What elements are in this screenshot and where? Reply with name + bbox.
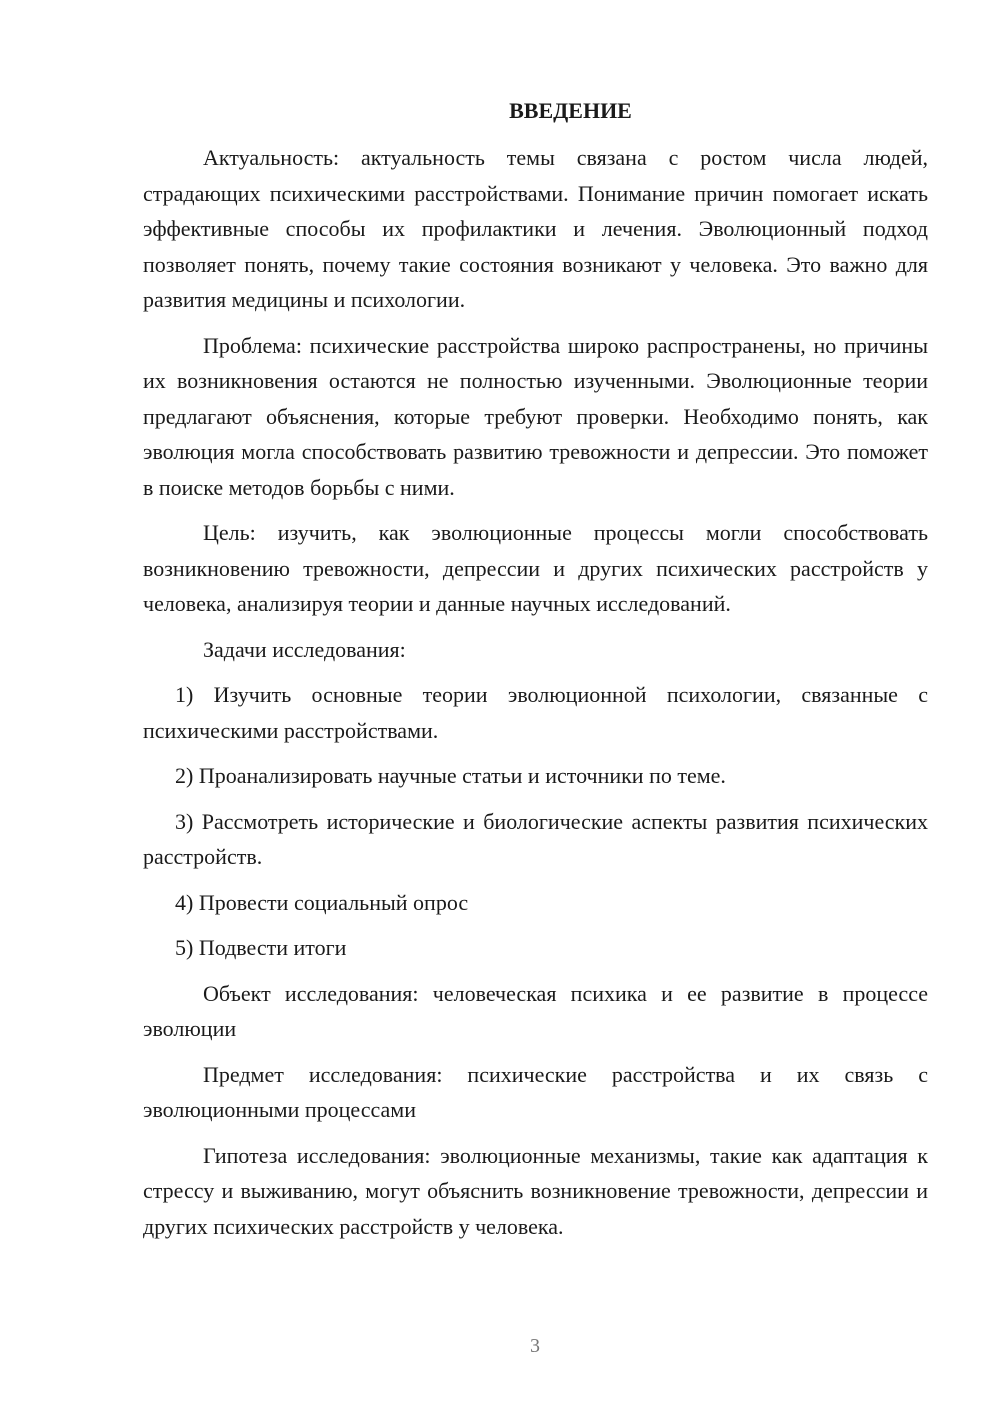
task-item: 5) Подвести итоги (175, 935, 347, 960)
page-number: 3 (530, 1335, 540, 1357)
task-item: 4) Провести социальный опрос (175, 889, 469, 915)
problem-paragraph: Проблема: психические расстройства широко распространены, но причины их возникновения остаются не полностью изученными. Эволюционные теории предлагают объяснения, которые требуют проверки. Необходимо понять, как эволюция могла способствовать развитию тревожности и депрессии. Это поможет в поиске методов борьбы с ними. (143, 332, 928, 500)
tasks-heading: Задачи исследования: (203, 636, 406, 662)
task-item: 3) Рассмотреть исторические и биологические аспекты развития психических расстройств. (143, 808, 928, 869)
page-title: ВВЕДЕНИЕ (509, 98, 632, 123)
object-paragraph: Объект исследования: человеческая психика и ее развитие в процессе эволюции (143, 980, 928, 1041)
goal-paragraph: Цель: изучить, как эволюционные процессы могли способствовать возникновению тревожности, депрессии и других психических расстройств у человека, анализируя теории и данные научных исследований. (143, 520, 928, 616)
task-item: 2) Проанализировать научные статьи и источники по теме. (175, 763, 726, 788)
subject-paragraph: Предмет исследования: психические расстройства и их связь с эволюционными процессами (143, 1061, 928, 1122)
relevance-paragraph: Актуальность: актуальность темы связана с ростом числа людей, страдающих психическими расстройствами. Понимание причин помогает искать эффективные способы их профилактики и лечения. Эволюционный подход позволяет понять, почему такие состояния возникают у человека. Это важно для развития медицины и психологии. (143, 145, 928, 312)
hypothesis-paragraph: Гипотеза исследования: эволюционные механизмы, такие как адаптация к стрессу и выживанию, могут объяснить возникновение тревожности, депрессии и других психических расстройств у человека. (143, 1142, 928, 1239)
task-item: 1) Изучить основные теории эволюционной психологии, связанные с психическими расстройствами. (143, 682, 928, 743)
